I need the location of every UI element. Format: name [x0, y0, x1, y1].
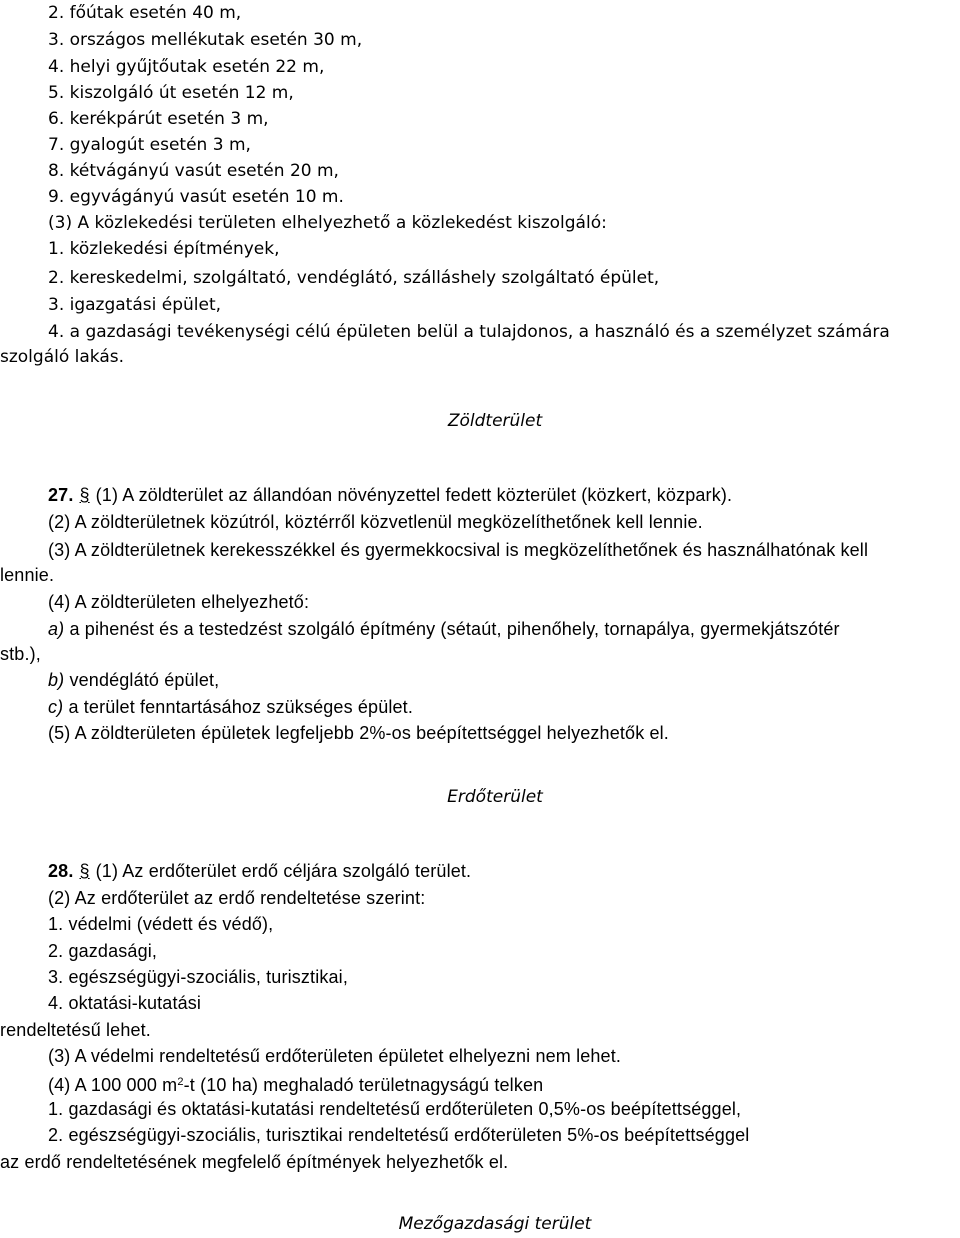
list-item-continuation: szolgáló lakás. — [0, 347, 125, 367]
item-label: a) — [48, 619, 65, 639]
section-number: 28. — [48, 861, 74, 881]
item-label: c) — [48, 697, 64, 717]
paragraph-continuation: lennie. — [0, 565, 55, 585]
paragraph: (1) Az erdőterület erdő céljára szolgáló terület. — [95, 861, 472, 881]
section-heading: Erdőterület — [447, 787, 543, 807]
list-item: 6. kerékpárút esetén 3 m, — [48, 109, 269, 129]
item-text: a terület fenntartásához szükséges épület. — [68, 697, 413, 717]
list-item: 4. a gazdasági tevékenységi célú épületen belül a tulajdonos, a használó és a személyzet számára — [48, 322, 890, 342]
list-item: 3. egészségügyi-szociális, turisztikai, — [48, 967, 348, 987]
list-item: 2. kereskedelmi, szolgáltató, vendéglátó, szálláshely szolgáltató épület, — [48, 268, 660, 288]
paragraph: (2) Az erdőterület az erdő rendeltetése szerint: — [48, 888, 426, 908]
section-number: 27. — [48, 485, 74, 505]
list-item: 2. gazdasági, — [48, 941, 158, 961]
list-item: 4. helyi gyűjtőutak esetén 22 m, — [48, 57, 325, 77]
paragraph-continuation: az erdő rendeltetésének megfelelő építmények helyezhetők el. — [0, 1152, 509, 1172]
list-item: 1. védelmi (védett és védő), — [48, 914, 274, 934]
paragraph-text: (4) A 100 000 m — [48, 1075, 178, 1095]
list-item-b — [48, 669, 219, 691]
section-28-line1 — [48, 860, 471, 882]
paragraph: (2) A zöldterületnek közútról, köztérről közvetlenül megközelíthetőnek kell lennie. — [48, 512, 703, 532]
paragraph — [48, 1071, 543, 1093]
section-27-line1 — [48, 484, 732, 506]
list-item-continuation: stb.), — [0, 644, 41, 664]
paragraph: (3) A védelmi rendeltetésű erdőterületen épületet elhelyezni nem lehet. — [48, 1046, 622, 1066]
list-item: 8. kétvágányú vasút esetén 20 m, — [48, 161, 339, 181]
list-item: 1. közlekedési építmények, — [48, 239, 280, 259]
list-item: 1. gazdasági és oktatási-kutatási rendeltetésű erdőterületen 0,5%-os beépítettséggel, — [48, 1099, 742, 1119]
paragraph-ref-link[interactable]: § — [79, 485, 90, 505]
list-item: 2. főútak esetén 40 m, — [48, 3, 242, 23]
list-item: 4. oktatási-kutatási — [48, 993, 202, 1013]
list-item: 7. gyalogút esetén 3 m, — [48, 135, 251, 155]
item-text: a pihenést és a testedzést szolgáló építmény (sétaút, pihenőhely, tornapálya, gyermekjátszótér — [69, 619, 840, 639]
paragraph: (3) A zöldterületnek kerekesszékkel és gyermekkocsival is megközelíthetőnek és használhatónak kell — [48, 540, 869, 560]
paragraph: (1) A zöldterület az állandóan növényzettel fedett közterület (közkert, közpark). — [95, 485, 733, 505]
paragraph-continuation: rendeltetésű lehet. — [0, 1020, 151, 1040]
section-heading: Mezőgazdasági terület — [398, 1214, 592, 1234]
list-item: 3. igazgatási épület, — [48, 295, 222, 315]
superscript: 2 — [177, 1076, 184, 1088]
list-item: 2. egészségügyi-szociális, turisztikai rendeltetésű erdőterületen 5%-os beépítettséggel — [48, 1125, 750, 1145]
list-item: 3. országos mellékutak esetén 30 m, — [48, 30, 363, 50]
list-item: 5. kiszolgáló út esetén 12 m, — [48, 83, 294, 103]
paragraph: (4) A zöldterületen elhelyezhető: — [48, 592, 310, 612]
list-item: 9. egyvágányú vasút esetén 10 m. — [48, 187, 344, 207]
item-text: vendéglátó épület, — [69, 670, 220, 690]
item-label: b) — [48, 670, 65, 690]
list-item-c — [48, 696, 413, 718]
paragraph-text: -t (10 ha) meghaladó területnagyságú telken — [183, 1075, 544, 1095]
paragraph: (3) A közlekedési területen elhelyezhető a közlekedést kiszolgáló: — [48, 213, 607, 233]
list-item-a — [48, 618, 840, 640]
section-heading: Zöldterület — [447, 411, 543, 431]
paragraph-ref-link[interactable]: § — [79, 861, 90, 881]
paragraph: (5) A zöldterületen épületek legfeljebb 2%-os beépítettséggel helyezhetők el. — [48, 723, 669, 743]
